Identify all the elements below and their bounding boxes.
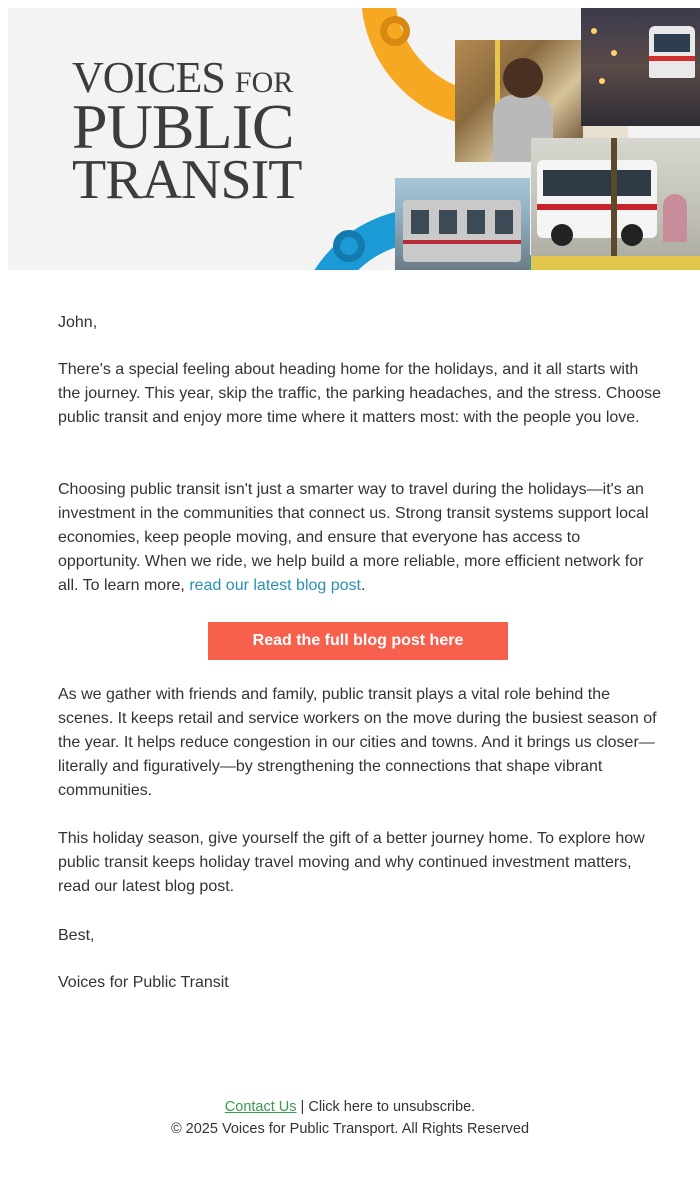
photo-night-bus	[581, 8, 700, 126]
blue-ring-dot-graphic	[333, 230, 365, 262]
signature: Voices for Public Transit	[58, 974, 229, 991]
logo-word-voices: VOICES	[72, 53, 225, 102]
header-banner	[8, 8, 700, 270]
photo-city-bus	[531, 138, 700, 270]
read-blog-post-button[interactable]: Read the full blog post here	[208, 622, 508, 660]
voices-for-public-transit-logo	[72, 53, 342, 212]
orange-ring-dot-graphic	[380, 16, 410, 46]
body-paragraph-3: As we gather with friends and family, public transit plays a vital role behind the scenes. It keeps retail and service workers on the move during the busiest season of the year. It helps reduce congestion in our cities and towns. And it brings us closer—literally and figuratively—by strengthening the connections that shape vibrant communities.	[58, 686, 657, 799]
logo-word-transit: TRANSIT	[72, 149, 302, 212]
paragraph-2-end: .	[361, 577, 366, 594]
logo-word-public: PUBLIC	[72, 90, 294, 162]
logo-word-for: FOR	[234, 66, 294, 99]
signoff: Best,	[58, 927, 95, 944]
paragraph-2-text: Choosing public transit isn't just a smarter way to travel during the holidays—it's an investment in the communities that connect us. Strong transit systems support local economies, keep people moving, and ensure that everyone has access to opportunity. When we ride, we help build a more reliable, more efficient network for all. To learn more,	[58, 481, 649, 594]
photo-elevated-train	[395, 178, 530, 270]
unsubscribe-text[interactable]: | Click here to unsubscribe.	[296, 1099, 476, 1115]
contact-us-link[interactable]: Contact Us	[224, 1099, 297, 1115]
body-paragraph-2	[58, 478, 662, 598]
footer-links-line	[0, 1096, 700, 1118]
body-paragraph-1: There's a special feeling about heading home for the holidays, and it all starts with the journey. This year, skip the traffic, the parking headaches, and the stress. Choose public transit and enjoy more time where it matters most: with the people you love.	[58, 361, 662, 426]
body-paragraph-4: This holiday season, give yourself the gift of a better journey home. To explore how public transit keeps holiday travel moving and why continued investment matters, read our latest blog post.	[58, 830, 645, 895]
email-footer	[0, 1096, 700, 1140]
greeting: John,	[58, 314, 98, 331]
blog-post-link[interactable]: read our latest blog post	[189, 577, 361, 594]
copyright-text: © 2025 Voices for Public Transport. All Rights Reserved	[170, 1121, 530, 1137]
